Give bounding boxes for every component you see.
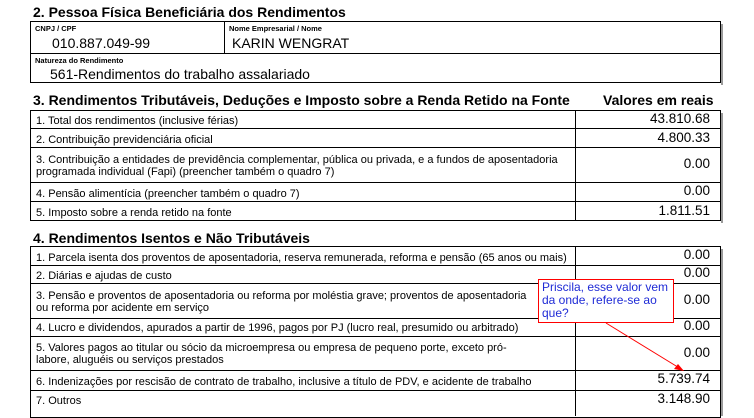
- s4-row-7-label: 7. Outros: [36, 395, 82, 407]
- nome-value: KARIN WENGRAT: [232, 35, 350, 51]
- section3-table-shadow: [721, 113, 723, 223]
- s4-row-5-label: 5. Valores pagos ao titular ou sócio da microempresa ou empresa de pequeno porte, exceto pró-labore, aluguéis ou serviços prestados: [36, 342, 507, 366]
- s4-row-6-label: 6. Indenizações por rescisão de contrato de trabalho, inclusive a título de PDV, e acidente de trabalho: [36, 376, 532, 388]
- s4-row-6-value: 5.739.74: [657, 371, 710, 386]
- s3-row-3-value: 0.00: [683, 156, 710, 171]
- s3-row-divider: [30, 201, 721, 202]
- s3-row-5-label: 5. Imposto sobre a renda retido na fonte: [36, 207, 232, 219]
- s3-row-divider: [30, 128, 721, 129]
- s3-row-4-label: 4. Pensão alimentícia (preencher também o quadro 7): [36, 188, 300, 200]
- section4-title: 4. Rendimentos Isentos e Não Tributáveis: [33, 230, 310, 246]
- cnpj-label: CNPJ / CPF: [35, 24, 77, 33]
- s3-row-4-value: 0.00: [683, 183, 710, 198]
- s3-row-5-value: 1.811.51: [658, 203, 710, 218]
- review-comment-text: Priscila, esse valor vem da onde, refere-se ao que?: [542, 280, 669, 320]
- values-header: Valores em reais: [603, 92, 714, 108]
- s3-row-divider: [30, 147, 721, 148]
- s3-row-1-label: 1. Total dos rendimentos (inclusive férias): [36, 115, 239, 127]
- beneficiary-divider: [30, 53, 721, 54]
- natureza-value: 561-Rendimentos do trabalho assalariado: [50, 66, 310, 82]
- s4-row-4-label: 4. Lucro e dividendos, apurados a partir de 1996, pagos por PJ (lucro real, presumido ou arbitrado): [36, 322, 519, 334]
- s4-row-3-value: 0.00: [683, 292, 710, 307]
- s3-row-3-label: 3. Contribuição a entidades de previdência complementar, pública ou privada, e a fundos de aposentadoria programada individual (Fapi) (preencher também o quadro 7): [36, 154, 558, 178]
- s4-row-5-value: 0.00: [683, 345, 710, 360]
- s3-row-2-value: 4.800.33: [657, 130, 710, 145]
- s4-row-1-value: 0.00: [683, 247, 710, 262]
- cnpj-value: 010.887.049-99: [52, 35, 151, 51]
- section3-title: 3. Rendimentos Tributáveis, Deduções e Imposto sobre a Renda Retido na Fonte: [33, 92, 570, 108]
- section4-table-shadow: [721, 249, 723, 416]
- natureza-label: Natureza do Rendimento: [35, 56, 124, 65]
- s4-row-1-label: 1. Parcela isenta dos proventos de aposentadoria, reserva remunerada, reforma e pensão (65 anos ou mais): [36, 252, 567, 264]
- s4-row-4-value: 0.00: [683, 318, 710, 333]
- beneficiary-box-shadow: [721, 24, 723, 85]
- review-comment-box[interactable]: [538, 279, 674, 323]
- s4-row-2-label: 2. Diárias e ajudas de custo: [36, 270, 172, 282]
- s3-row-2-label: 2. Contribuição previdenciária oficial: [36, 134, 213, 146]
- section3-value-column: [575, 110, 576, 221]
- s4-row-divider: [30, 336, 721, 337]
- nome-label: Nome Empresarial / Nome: [229, 24, 322, 33]
- s4-row-3-label: 3. Pensão e proventos de aposentadoria ou reforma por moléstia grave; proventos de aposentadoria ou reforma por acidente em serviço: [36, 290, 527, 314]
- s4-row-7-value: 3.148.90: [657, 391, 710, 406]
- s3-row-1-value: 43.810.68: [649, 111, 710, 126]
- s4-row-2-value: 0.00: [683, 265, 710, 280]
- section2-title: 2. Pessoa Física Beneficiária dos Rendimentos: [33, 4, 346, 20]
- cpf-name-divider: [224, 21, 225, 53]
